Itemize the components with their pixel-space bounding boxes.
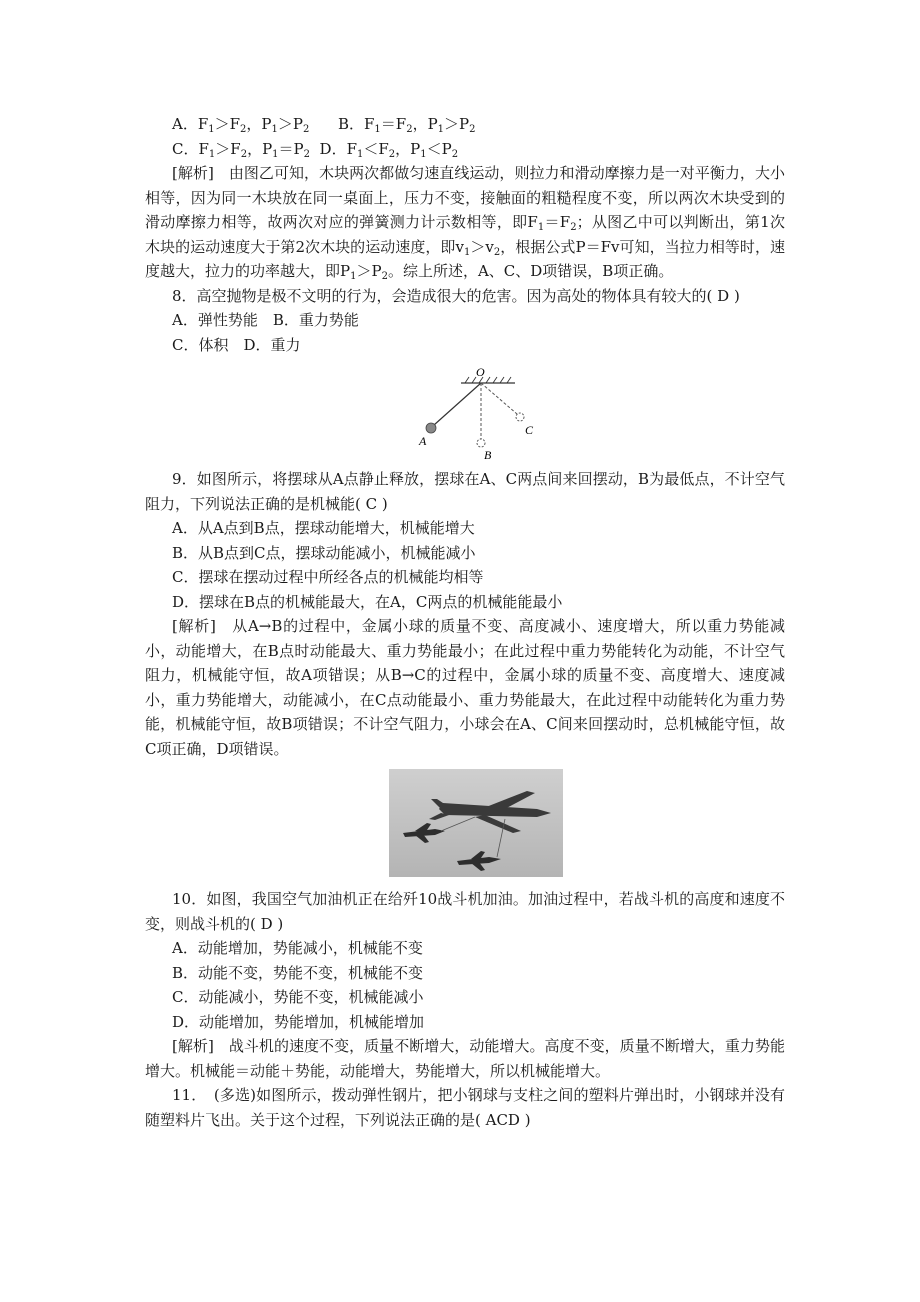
q9-option-b: B．从B点到C点，摆球动能减小，机械能减小 <box>172 543 476 562</box>
q10-option-c: C．动能减小，势能不变，机械能减小 <box>172 988 424 1006</box>
q8-options-line-2: C．体积 D．重力 <box>172 335 301 354</box>
pendulum-ball-b <box>477 439 485 447</box>
q9-option-d: D．摆球在B点的机械能最大，在A，C两点的机械能能最小 <box>172 592 563 611</box>
q10-option-d: D．动能增加，势能增加，机械能增加 <box>172 1012 425 1031</box>
q7-analysis: [解析] 由图乙可知，木块两次都做匀速直线运动，则拉力和滑动摩擦力是一对平衡力，大小相等，因为同一木块放在同一桌面上，压力不变，接触面的粗糙程度不变，所以两次木块受到的滑动摩擦力相等，故两次对应的弹簧测力计示数相等，即$F_1=F_2$；从图乙中可以判断出，第1次木块的运动速度大于第2次木块的运动速度，即$v_1>v_2$，根据公式P＝Fv可知，当拉力相等时，速度越大，拉力的功率越大，即$P_1>P_2$。综上所述，A、C、D项错误，B项正确。 <box>145 164 785 282</box>
pendulum-figure <box>145 367 785 463</box>
pendulum-diagram <box>145 367 785 463</box>
q9-analysis: [解析] 从A→B的过程中，金属小球的质量不变、高度减小、速度增大，所以重力势能减小，动能增大，在B点时动能最大、重力势能最小；在此过程中重力势能转化为动能，不计空气阻力，机械能守恒，故A项错误；从B→C的过程中，金属小球的质量不变、高度增大、速度减小，重力势能增大，动能减小，在C点动能最小、重力势能最大，在此过程中动能转化为重力势能，机械能守恒，故B项错误；不计空气阻力，小球会在A、C间来回摆动时，总机械能守恒，故C项正确，D项错误。 <box>145 617 785 758</box>
refueling-photo <box>145 769 785 877</box>
document-page <box>145 112 785 1132</box>
q9-option-a: A．从A点到B点，摆球动能增大，机械能增大 <box>172 519 475 537</box>
pendulum-ball-a <box>426 423 436 433</box>
point-a-label: A <box>419 434 427 448</box>
q7-options-line-2: C．$F_1>F_2$，$P_1=P_2$ D．$F_1<F_2$，$P_1<P_2$ <box>172 139 459 160</box>
q10-option-b: B．动能不变，势能不变，机械能不变 <box>172 963 424 982</box>
q9-option-c: C．摆球在摆动过程中所经各点的机械能均相等 <box>172 568 484 586</box>
point-c-label: C <box>525 423 534 437</box>
ceiling-hatch <box>465 377 511 383</box>
q10-analysis: [解析] 战斗机的速度不变，质量不断增大，动能增大。高度不变，质量不断增大，重力势能增大。机械能＝动能＋势能，动能增大，势能增大，所以机械能增大。 <box>145 1037 785 1080</box>
q7-options-line-1: A．$F_1>F_2$，$P_1>P_2$ B．$F_1=F_2$，$P_1>P_2$ <box>172 115 476 135</box>
q8-options-line-1: A．弹性势能 B．重力势能 <box>172 311 359 329</box>
point-o-label: O <box>476 367 485 379</box>
pendulum-string-c <box>481 383 517 414</box>
pendulum-string-a <box>434 383 481 425</box>
q10-stem: 10．如图，我国空气加油机正在给歼10战斗机加油。加油过程中，若战斗机的高度和速度不变，则战斗机的( D ) <box>145 890 785 933</box>
refueling-photo-image <box>145 769 785 877</box>
point-b-label: B <box>484 448 492 462</box>
q9-stem: 9．如图所示，将摆球从A点静止释放，摆球在A、C两点间来回摆动，B为最低点，不计空气阻力，下列说法正确的是机械能( C ) <box>145 470 785 513</box>
q11-stem: 11． (多选)如图所示，拨动弹性钢片，把小钢球与支柱之间的塑料片弹出时，小钢球并没有随塑料片飞出。关于这个过程，下列说法正确的是( ACD ) <box>145 1086 785 1129</box>
q10-option-a: A．动能增加，势能减小，机械能不变 <box>172 939 423 957</box>
pendulum-ball-c <box>516 413 524 421</box>
q8-stem: 8．高空抛物是极不文明的行为，会造成很大的危害。因为高处的物体具有较大的( D ) <box>172 286 740 305</box>
